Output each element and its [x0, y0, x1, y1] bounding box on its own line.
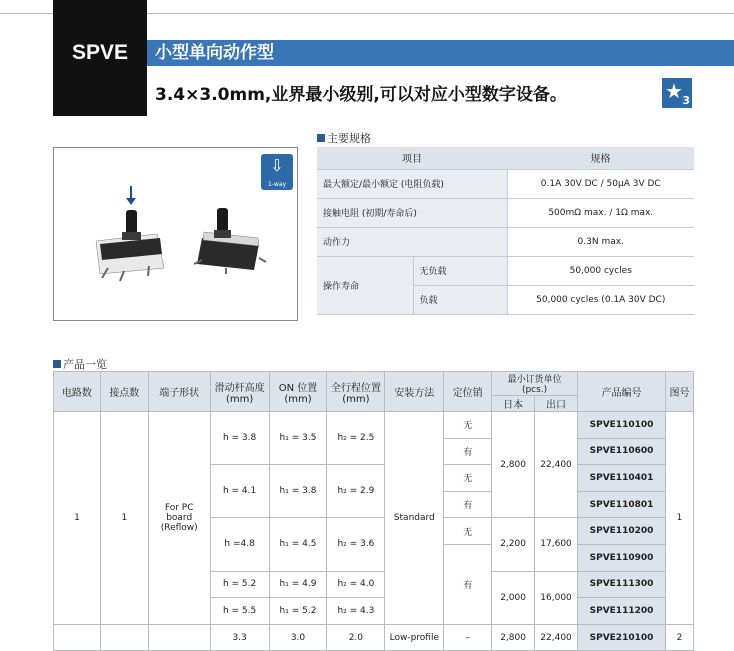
locator-cell: 无 — [444, 412, 492, 439]
mounting-cell: Standard — [385, 412, 444, 625]
spec-label: 动作力 — [317, 227, 507, 256]
star-icon: ★ — [665, 79, 683, 103]
col-locator: 定位销 — [444, 372, 492, 412]
on-position-cell: h₁ = 5.2 — [269, 598, 327, 625]
full-stroke-cell: h₂ = 2.9 — [327, 465, 385, 518]
spec-value: 500mΩ max. / 1Ω max. — [507, 198, 694, 227]
spec-heading-text: 主要规格 — [327, 132, 371, 145]
empty-cell — [148, 624, 210, 651]
spec-col-item: 项目 — [317, 147, 507, 169]
full-stroke-cell: h₂ = 4.3 — [327, 598, 385, 625]
down-arrow-icon: ⇩ — [270, 156, 284, 175]
table-row — [54, 624, 694, 651]
on-position-text: ON 位置 — [278, 382, 318, 394]
locator-cell: – — [444, 624, 492, 651]
part-number-cell: SPVE210100 — [578, 624, 666, 651]
on-position-cell: h₁ = 4.5 — [269, 518, 327, 571]
unit-text: (mm) — [225, 393, 254, 405]
japan-qty-cell: 2,200 — [492, 518, 535, 571]
spec-col-spec: 规格 — [507, 147, 694, 169]
on-position-cell: h₁ = 3.8 — [269, 465, 327, 518]
spec-sub-label: 无负载 — [413, 256, 507, 285]
col-mounting: 安装方法 — [385, 372, 444, 412]
lever-height-cell: h = 3.8 — [210, 412, 269, 465]
locator-cell: 无 — [444, 518, 492, 545]
spec-value: 50,000 cycles (0.1A 30V DC) — [507, 285, 694, 314]
japan-qty-cell: 2,000 — [492, 571, 535, 624]
lever-height-cell: 3.3 — [210, 624, 269, 651]
col-figure: 图号 — [665, 372, 693, 412]
col-contacts: 接点数 — [100, 372, 148, 412]
rating-badge — [662, 78, 692, 108]
lever-height-text: 滑动杆高度 — [214, 382, 265, 394]
full-stroke-cell: h₂ = 4.0 — [327, 571, 385, 598]
part-number-cell: SPVE111300 — [578, 571, 666, 598]
rating-number: 3 — [682, 94, 690, 107]
figure-cell: 1 — [665, 412, 693, 625]
japan-qty-cell: 2,800 — [492, 624, 535, 651]
spec-value: 50,000 cycles — [507, 256, 694, 285]
full-stroke-text: 全行程位置 — [330, 382, 381, 394]
spec-label: 接触电阻 (初期/寿命后) — [317, 198, 507, 227]
spec-sub-label: 负载 — [413, 285, 507, 314]
col-on-position — [269, 372, 327, 412]
full-stroke-cell: h₂ = 3.6 — [327, 518, 385, 571]
unit-text: (mm) — [284, 393, 312, 405]
empty-cell — [54, 624, 101, 651]
section-square-icon — [317, 134, 325, 142]
page-title: 小型单向动作型 — [147, 40, 734, 66]
part-number-cell: SPVE111200 — [578, 598, 666, 625]
part-number-cell: SPVE110600 — [578, 438, 666, 465]
spec-value: 0.1A 30V DC / 50μA 3V DC — [507, 169, 694, 198]
col-part-no: 产品编号 — [578, 372, 666, 412]
pointer-arrow-icon — [126, 186, 136, 205]
mounting-cell: Low-profile — [385, 624, 444, 651]
unit-text: (mm) — [342, 393, 370, 405]
lever-height-cell: h = 4.1 — [210, 465, 269, 518]
locator-cell: 有 — [444, 491, 492, 518]
part-number-cell: SPVE110100 — [578, 412, 666, 439]
spec-row — [317, 256, 694, 285]
part-number-cell: SPVE110401 — [578, 465, 666, 492]
product-table — [53, 371, 694, 651]
switch-front-image — [96, 210, 164, 281]
lever-height-cell: h = 5.5 — [210, 598, 269, 625]
col-export: 出口 — [535, 396, 578, 412]
col-lever-height — [210, 372, 269, 412]
product-photo — [53, 147, 298, 321]
section-square-icon — [53, 360, 61, 368]
col-japan: 日本 — [492, 396, 535, 412]
lever-height-cell: h =4.8 — [210, 518, 269, 571]
figure-cell: 2 — [665, 624, 693, 651]
spec-row — [317, 198, 694, 227]
col-terminal: 端子形状 — [148, 372, 210, 412]
one-way-label: 1-way — [267, 181, 287, 188]
spec-life-label: 操作寿命 — [317, 256, 413, 314]
full-stroke-cell: h₂ = 2.5 — [327, 412, 385, 465]
spec-table — [317, 147, 694, 315]
col-circuits: 电路数 — [54, 372, 101, 412]
contacts-cell: 1 — [100, 412, 148, 625]
switch-rear-image — [194, 208, 266, 274]
part-number-cell: SPVE110801 — [578, 491, 666, 518]
circuits-cell: 1 — [54, 412, 101, 625]
lever-height-cell: h = 5.2 — [210, 571, 269, 598]
full-stroke-cell: 2.0 — [327, 624, 385, 651]
export-qty-cell: 22,400 — [535, 412, 578, 518]
locator-cell: 有 — [444, 438, 492, 465]
export-qty-cell: 22,400 — [535, 624, 578, 651]
on-position-cell: 3.0 — [269, 624, 327, 651]
col-full-stroke — [327, 372, 385, 412]
locator-cell: 有 — [444, 544, 492, 624]
table-row — [54, 412, 694, 439]
empty-cell — [100, 624, 148, 651]
products-heading-text: 产品一览 — [63, 358, 107, 371]
part-number-cell: SPVE110900 — [578, 544, 666, 571]
on-position-cell: h₁ = 4.9 — [269, 571, 327, 598]
on-position-cell: h₁ = 3.5 — [269, 412, 327, 465]
one-way-badge — [261, 154, 293, 190]
locator-cell: 无 — [444, 465, 492, 492]
spec-label: 最大额定/最小额定 (电阻负载) — [317, 169, 507, 198]
spec-value: 0.3N max. — [507, 227, 694, 256]
model-name: SPVE — [71, 41, 129, 64]
export-qty-cell: 17,600 — [535, 518, 578, 571]
part-number-cell: SPVE110200 — [578, 518, 666, 545]
japan-qty-cell: 2,800 — [492, 412, 535, 518]
page-subtitle: 3.4×3.0mm,业界最小级别,可以对应小型数字设备。 — [155, 85, 567, 105]
spec-heading — [317, 130, 371, 146]
spec-header-row — [317, 147, 694, 169]
spec-row — [317, 169, 694, 198]
spec-row — [317, 227, 694, 256]
products-heading — [53, 356, 107, 372]
product-header-row — [54, 372, 694, 396]
col-min-order: 最小订货单位 (pcs.) — [492, 372, 578, 396]
export-qty-cell: 16,000 — [535, 571, 578, 624]
terminal-cell: For PC board (Reflow) — [148, 412, 210, 625]
